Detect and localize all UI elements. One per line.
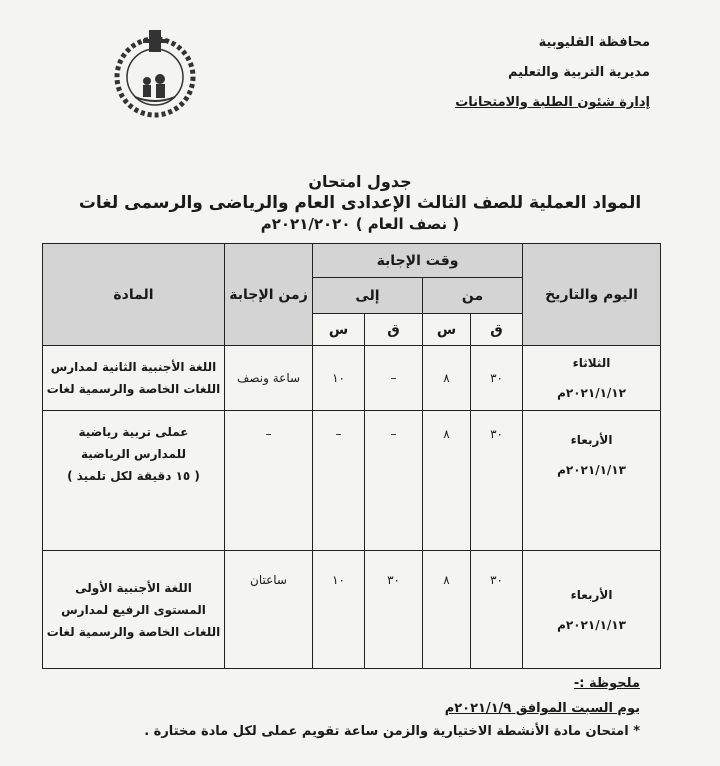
subject-line: اللغة الأجنبية الثانية لمدارس: [50, 360, 217, 374]
table-row: [43, 411, 661, 551]
to-minute-cell: –: [365, 411, 423, 551]
day-date-cell: [523, 551, 661, 669]
notes-label: ملحوظة :-: [573, 676, 640, 691]
day-date-cell: [523, 411, 661, 551]
from-hour-cell: ٨: [423, 551, 471, 669]
governorate-text: محافظة القليوبية: [538, 35, 650, 50]
exam-schedule-table: [42, 243, 661, 669]
header-to-hour: س: [313, 314, 365, 346]
header-from-minute: ق: [471, 314, 523, 346]
subject-line: اللغات الخاصة والرسمية لغات: [46, 624, 221, 639]
subject-line: للمدارس الرياضية: [80, 447, 186, 461]
duration-cell: ساعتان: [225, 551, 313, 669]
day-text: الثلاثاء: [572, 356, 611, 370]
from-minute-cell: ٣٠: [471, 346, 523, 411]
header-to: إلى: [313, 278, 423, 314]
duration-cell: –: [225, 411, 313, 551]
to-minute-cell: –: [365, 346, 423, 411]
notes-activity-line: * امتحان مادة الأنشطة الاختيارية والزمن ساعة تقويم عملى لكل مادة مختارة .: [144, 724, 640, 739]
doc-title: جدول امتحان: [308, 172, 412, 191]
to-hour-cell: ١٠: [313, 551, 365, 669]
subject-cell: [43, 411, 225, 551]
subject-cell: [43, 551, 225, 669]
table-row: [43, 551, 661, 669]
header-duration: زمن الإجابة: [225, 244, 313, 346]
directorate-text: مديرية التربية والتعليم: [507, 65, 650, 80]
title-block: [0, 172, 720, 234]
header-from: من: [423, 278, 523, 314]
from-hour-cell: ٨: [423, 346, 471, 411]
subject-line: اللغة الأجنبية الأولى: [75, 580, 192, 595]
doc-subtitle: المواد العملية للصف الثالث الإعدادى العام والرياضى والرسمى لغات: [78, 193, 642, 213]
date-text: ٢٠٢١/١/١٢م: [557, 386, 626, 400]
to-minute-cell: ٣٠: [365, 551, 423, 669]
subject-line: ( ١٥ دقيقة لكل تلميذ ): [67, 469, 200, 483]
from-minute-cell: ٣٠: [471, 411, 523, 551]
subject-line: عملى تربية رياضية: [78, 425, 189, 439]
header-block: [455, 28, 650, 118]
subject-line: المستوى الرفيع لمدارس: [61, 602, 206, 617]
date-text: ٢٠٢١/١/١٣م: [557, 617, 626, 632]
to-hour-cell: ١٠: [313, 346, 365, 411]
day-date-cell: [523, 346, 661, 411]
duration-cell: ساعة ونصف: [225, 346, 313, 411]
header-day-date: اليوم والتاريخ: [523, 244, 661, 346]
from-minute-cell: ٣٠: [471, 551, 523, 669]
day-text: الأربعاء: [570, 433, 613, 447]
subject-cell: [43, 346, 225, 411]
from-hour-cell: ٨: [423, 411, 471, 551]
header-to-minute: ق: [365, 314, 423, 346]
ministry-logo-icon: [105, 25, 205, 120]
notes-block: [144, 676, 640, 739]
header-answer-time: وقت الإجابة: [313, 244, 523, 278]
to-hour-cell: –: [313, 411, 365, 551]
subject-line: اللغات الخاصة والرسمية لغات: [46, 382, 221, 396]
doc-term: ( نصف العام ) ٢٠٢١/٢٠٢٠م: [260, 215, 460, 233]
date-text: ٢٠٢١/١/١٣م: [557, 463, 626, 477]
department-text: إدارة شئون الطلبة والامتحانات: [455, 95, 650, 110]
header-subject: المادة: [43, 244, 225, 346]
header-from-hour: س: [423, 314, 471, 346]
table-row: [43, 346, 661, 411]
day-text: الأربعاء: [570, 587, 613, 602]
notes-date-line: يوم السبت الموافق ٢٠٢١/١/٩م: [444, 701, 640, 716]
